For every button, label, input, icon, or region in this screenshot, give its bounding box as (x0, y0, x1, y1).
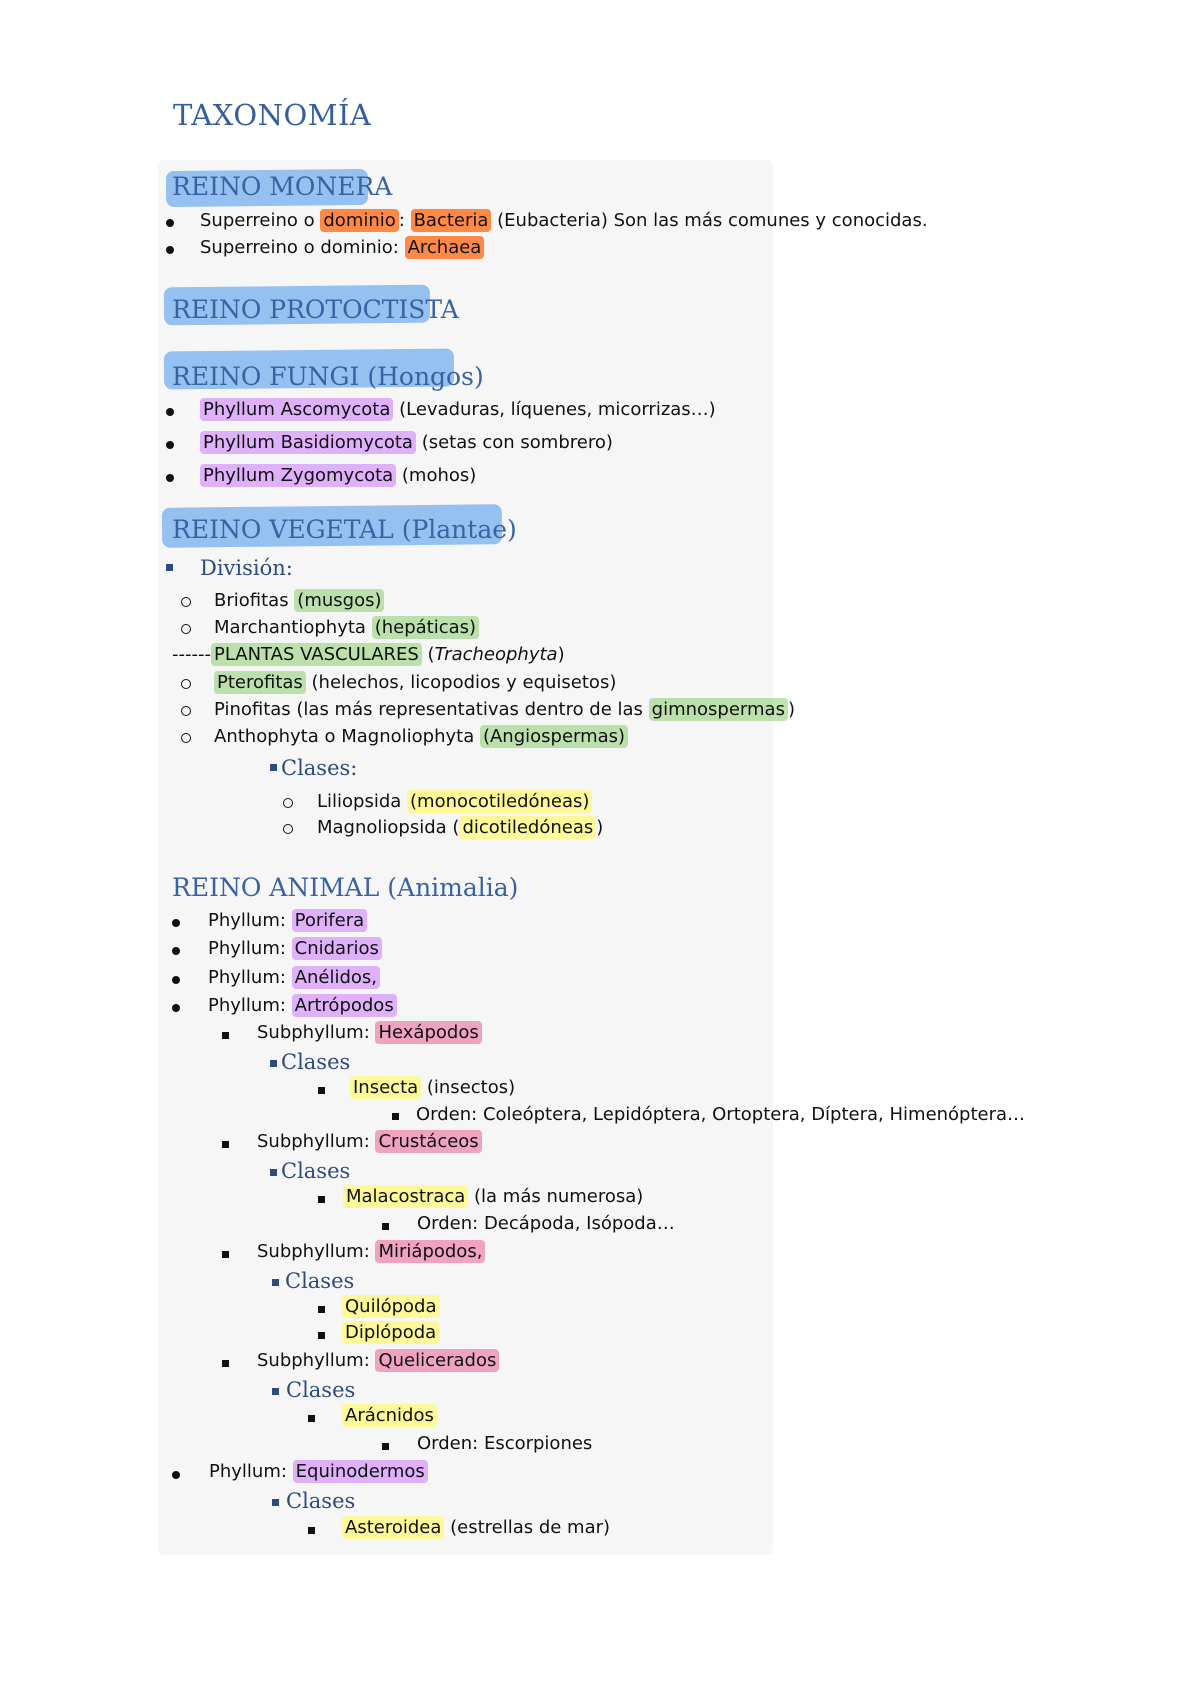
text-span: (setas con sombrero) (415, 432, 613, 453)
subphylum-quelicerados (257, 1350, 499, 1371)
bullet-ring (181, 597, 191, 607)
bullet-ring (181, 733, 191, 743)
bullet-dot (166, 474, 174, 482)
highlight-yellow: Malacostraca (343, 1185, 468, 1208)
highlight-pink: Miriápodos, (375, 1240, 485, 1263)
highlight-green: gimnospermas (649, 698, 788, 721)
bullet-square (272, 1279, 279, 1286)
bullet-square (222, 1141, 229, 1148)
bullet-square (318, 1087, 325, 1094)
bullet-square (308, 1527, 315, 1534)
highlight-green: (Angiospermas) (480, 725, 628, 748)
bullet-dot (172, 1471, 180, 1479)
text-span: Briofitas (214, 590, 295, 611)
phylum-item (208, 938, 382, 959)
highlight-purple: Artrópodos (292, 994, 397, 1017)
text-span: (helechos, licopodios y equisetos) (305, 672, 617, 693)
bullet-dot (166, 246, 174, 254)
highlight-pink: Quelicerados (375, 1349, 499, 1372)
text-span: ------ (172, 644, 211, 665)
highlight-green: (hepáticas) (372, 616, 479, 639)
heading-reino-animal: REINO ANIMAL (Animalia) (172, 873, 519, 902)
highlight-pink: Crustáceos (375, 1130, 481, 1153)
text-span: Magnoliopsida ( (317, 817, 460, 838)
highlight-purple: Phyllum Ascomycota (200, 398, 393, 421)
text-span: Pinofitas (las más representativas dentro de las (214, 699, 649, 720)
highlight-orange: Archaea (405, 236, 485, 259)
clases-label: Clases (281, 1050, 351, 1074)
bullet-ring (181, 624, 191, 634)
bullet-square (166, 564, 173, 571)
bullet-square (222, 1360, 229, 1367)
bullet-square (270, 1060, 277, 1067)
bullet-square (270, 764, 277, 771)
bullet-ring (283, 824, 293, 834)
text-span: (Eubacteria) Son las más comunes y conocidas. (491, 210, 928, 231)
phylum-item (208, 995, 397, 1016)
highlight-green: (musgos) (294, 589, 384, 612)
bullet-dot (172, 947, 180, 955)
text-span: Marchantiophyta (214, 617, 372, 638)
text-span: Subphyllum: (257, 1131, 376, 1152)
bullet-square (308, 1415, 315, 1422)
division-item (214, 590, 384, 611)
text-span: Liliopsida (317, 791, 408, 812)
fungi-item-2 (200, 432, 613, 453)
monera-item-1 (200, 210, 928, 231)
bullet-square (222, 1032, 229, 1039)
bullet-ring (181, 679, 191, 689)
bullet-square (222, 1251, 229, 1258)
clase-malacostraca (343, 1186, 643, 1207)
text-span: Phyllum: (209, 1461, 293, 1482)
phylum-item (208, 967, 380, 988)
division-item (214, 672, 616, 693)
bullet-square (382, 1443, 389, 1450)
bullet-square (318, 1332, 325, 1339)
vascular-plants-line (172, 644, 565, 665)
heading-reino-vegetal: REINO VEGETAL (Plantae) (172, 515, 517, 544)
highlight-green: PLANTAS VASCULARES (211, 643, 422, 666)
heading-reino-protoctista: REINO PROTOCTISTA (172, 295, 459, 324)
text-span: Subphyllum: (257, 1241, 376, 1262)
text-span: Phyllum: (208, 967, 292, 988)
highlight-yellow: Insecta (350, 1076, 421, 1099)
monera-item-2 (200, 237, 484, 258)
text-span: Anthophyta o Magnoliophyta (214, 726, 480, 747)
page-title: TAXONOMÍA (173, 98, 372, 132)
clases-label: Clases (286, 1378, 356, 1402)
bullet-ring (181, 706, 191, 716)
clases-label: Clases (285, 1269, 355, 1293)
orden-item: Orden: Decápoda, Isópoda… (417, 1213, 675, 1234)
subphylum-hexapodos (257, 1022, 482, 1043)
division-item (214, 617, 479, 638)
text-span: Subphyllum: (257, 1022, 376, 1043)
orden-item: Orden: Coleóptera, Lepidóptera, Ortoptera, Díptera, Himenóptera… (416, 1104, 1026, 1125)
heading-reino-monera: REINO MONERA (172, 172, 393, 201)
highlight-orange: dominio (320, 209, 398, 232)
clase-item (342, 1296, 440, 1317)
bullet-square (272, 1499, 279, 1506)
clase-item (342, 1322, 439, 1343)
bullet-dot (172, 919, 180, 927)
bullet-dot (166, 219, 174, 227)
bullet-dot (172, 1004, 180, 1012)
text-span: Phyllum: (208, 910, 292, 931)
bullet-dot (166, 441, 174, 449)
highlight-pink: Hexápodos (375, 1021, 481, 1044)
highlight-purple: Anélidos, (292, 966, 380, 989)
highlight-green: Pterofitas (214, 671, 306, 694)
text-span: Phyllum: (208, 995, 292, 1016)
clase-insecta (350, 1077, 515, 1098)
bullet-square (270, 1169, 277, 1176)
phylum-equinodermos (209, 1461, 428, 1482)
highlight-purple: Phyllum Basidiomycota (200, 431, 416, 454)
clase-asteroidea (342, 1517, 610, 1538)
highlight-purple: Phyllum Zygomycota (200, 464, 396, 487)
bullet-square (392, 1113, 399, 1120)
text-span: ) (596, 817, 604, 838)
bullet-square (318, 1306, 325, 1313)
bullet-square (272, 1388, 279, 1395)
text-span: Superreino o (200, 237, 321, 258)
highlight-yellow: Arácnidos (342, 1404, 437, 1427)
text-span: ) (787, 699, 795, 720)
phylum-item (208, 910, 367, 931)
highlight-purple: Equinodermos (293, 1460, 428, 1483)
subphylum-crustaceos (257, 1131, 482, 1152)
bullet-dot (172, 976, 180, 984)
clases-label: Clases: (281, 756, 358, 780)
bullet-square (382, 1223, 389, 1230)
text-span: (Levaduras, líquenes, micorrizas…) (393, 399, 716, 420)
highlight-yellow: dicotiledóneas (459, 816, 596, 839)
text-span: ) (557, 644, 565, 665)
division-item (214, 699, 795, 720)
bullet-dot (166, 408, 174, 416)
text-span: Subphyllum: (257, 1350, 376, 1371)
subphylum-miriapodos (257, 1241, 485, 1262)
division-item (214, 726, 628, 747)
highlight-yellow: Diplópoda (342, 1321, 439, 1344)
fungi-item-3 (200, 465, 476, 486)
clase-item (317, 791, 592, 812)
bullet-square (318, 1196, 325, 1203)
clase-item (317, 817, 603, 838)
highlight-orange: Bacteria (411, 209, 492, 232)
clases-label: Clases (281, 1159, 351, 1183)
highlight-yellow: (monocotiledóneas) (407, 790, 592, 813)
highlight-yellow: Asteroidea (342, 1516, 444, 1539)
clase-item (342, 1405, 437, 1426)
clases-label: Clases (286, 1489, 356, 1513)
highlight-yellow: Quilópoda (342, 1295, 440, 1318)
heading-reino-fungi: REINO FUNGI (Hongos) (172, 362, 484, 391)
text-span: Phyllum: (208, 938, 292, 959)
text-span: dominio (320, 237, 393, 258)
orden-item: Orden: Escorpiones (417, 1433, 593, 1454)
latin-name: Tracheophyta (434, 644, 558, 665)
fungi-item-1 (200, 399, 716, 420)
text-span: Superreino o (200, 210, 321, 231)
text-span: (insectos) (421, 1077, 516, 1098)
highlight-purple: Porifera (292, 909, 367, 932)
text-span: (estrellas de mar) (444, 1517, 611, 1538)
bullet-ring (283, 798, 293, 808)
text-span: : (392, 237, 405, 258)
text-span: : (398, 210, 411, 231)
division-label: División: (200, 556, 293, 580)
highlight-purple: Cnidarios (292, 937, 382, 960)
text-span: ( (421, 644, 435, 665)
text-span: (la más numerosa) (468, 1186, 644, 1207)
text-span: (mohos) (396, 465, 477, 486)
